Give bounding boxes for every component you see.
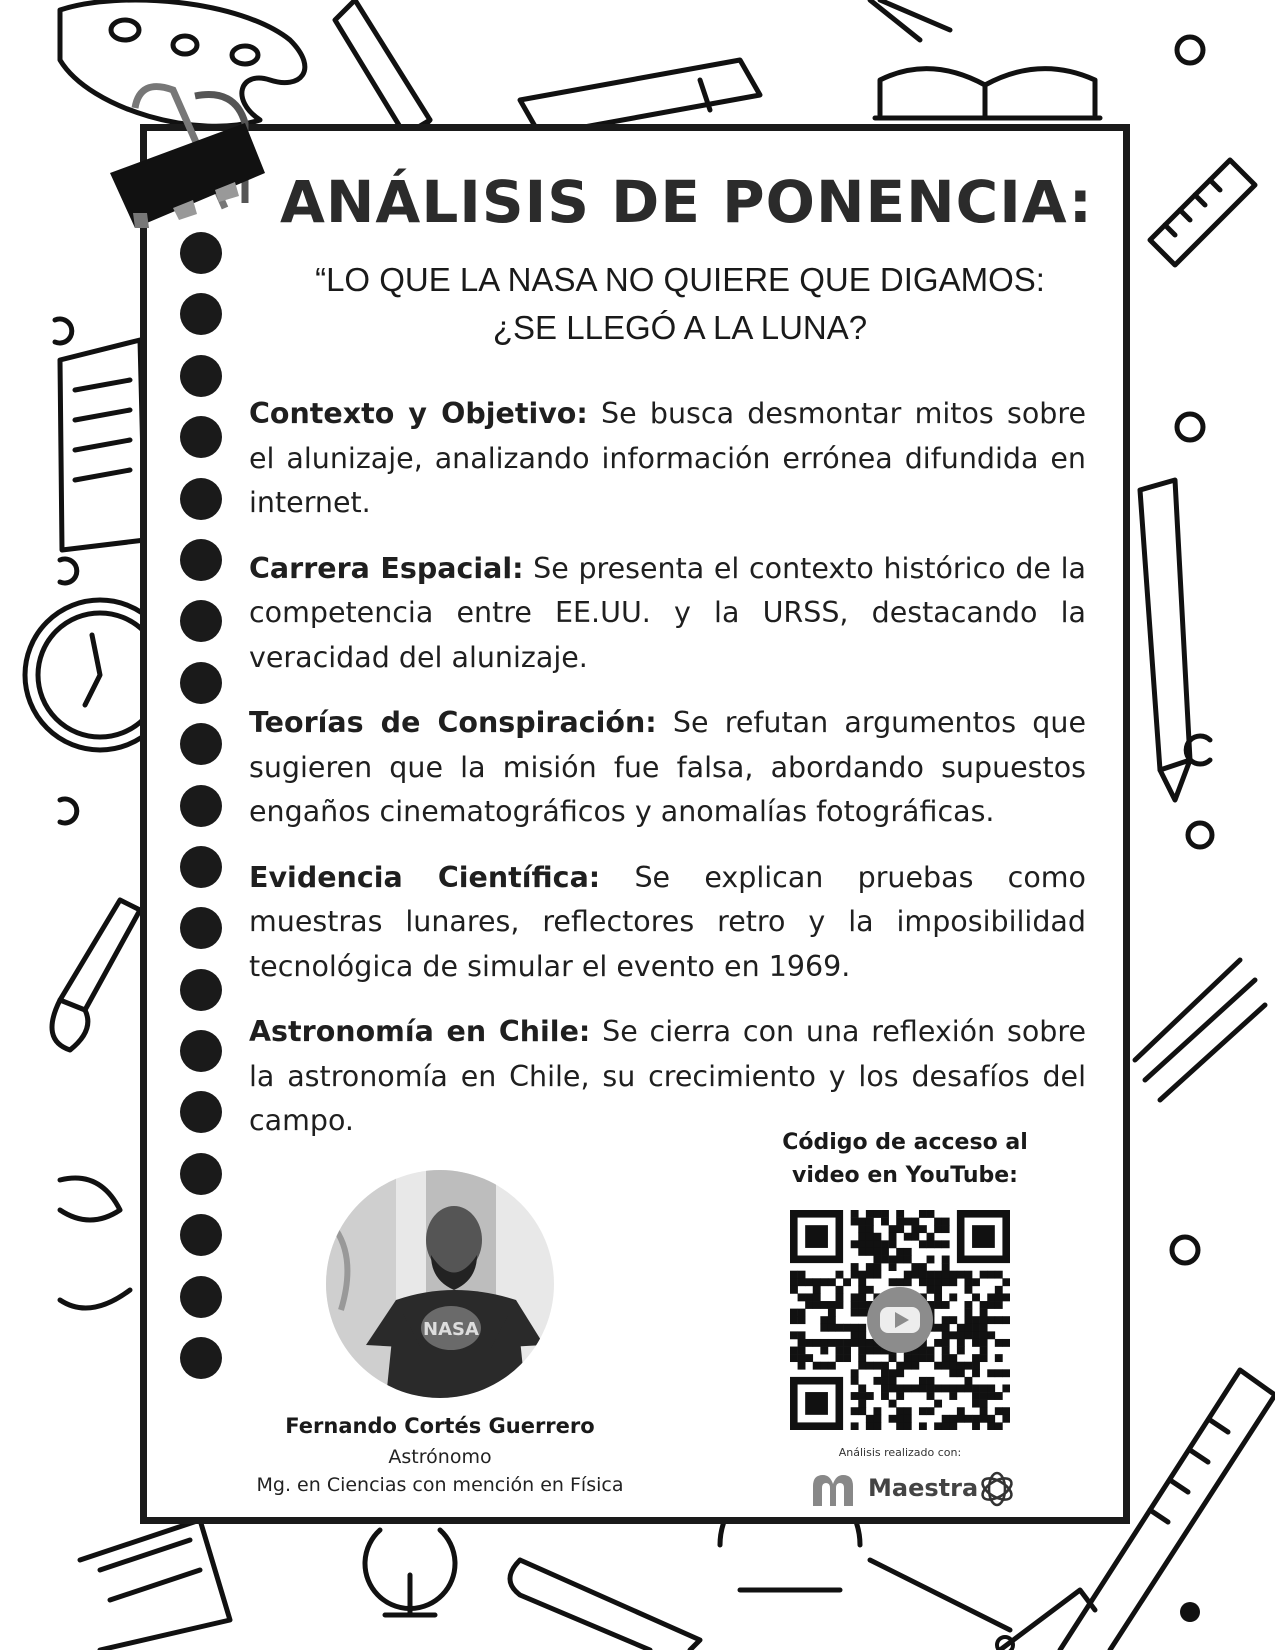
- notebook-hole-column: [180, 232, 230, 1398]
- section-heading: Carrera Espacial:: [249, 551, 524, 585]
- notebook-hole: [180, 1214, 222, 1256]
- maestra-logo-icon: [810, 1472, 856, 1508]
- section-text: Se explican pruebas como muestras lunares, reflectores retro y la imposibilidad tecnológica de simular el evento en 1969.: [249, 860, 1086, 983]
- section-text: Se refutan argumentos que sugieren que la misión fue falsa, abordando supuestos engaños cinematográficos y anomalías fotográficas.: [249, 706, 1086, 828]
- section-space-race: [249, 547, 1086, 681]
- notebook-hole: [180, 785, 222, 827]
- notebook-hole: [180, 478, 222, 520]
- notebook-hole: [180, 1276, 222, 1318]
- notebook-hole: [180, 600, 222, 642]
- section-evidence: [249, 856, 1086, 990]
- notebook-hole: [180, 662, 222, 704]
- subtitle-line-1: “LO QUE LA NASA NO QUIERE QUE DIGAMOS:: [315, 261, 1045, 298]
- notebook-hole: [180, 846, 222, 888]
- speaker-role: Astrónomo: [388, 1446, 492, 1468]
- notebook-hole: [180, 969, 222, 1011]
- youtube-play-icon: [867, 1287, 933, 1353]
- notebook-hole: [180, 1091, 222, 1133]
- notebook-hole: [180, 539, 222, 581]
- qr-caption-line-1: Código de acceso al: [782, 1130, 1028, 1155]
- section-heading: Evidencia Científica:: [249, 860, 601, 894]
- shirt-logo-text: NASA: [423, 1319, 479, 1340]
- notebook-hole: [180, 416, 222, 458]
- talk-subtitle: [260, 256, 1100, 352]
- youtube-qr-code[interactable]: [790, 1210, 1010, 1430]
- notebook-hole: [180, 907, 222, 949]
- section-context: [249, 392, 1086, 526]
- qr-finder-pattern: [957, 1210, 1010, 1263]
- section-conspiracy: [249, 701, 1086, 835]
- subtitle-line-2: ¿SE LLEGÓ A LA LUNA?: [492, 309, 868, 346]
- notebook-hole: [180, 1337, 222, 1379]
- brand-name: Maestra: [868, 1474, 979, 1502]
- page-title: ANÁLISIS DE PONENCIA:: [280, 168, 1093, 236]
- section-text: Se cierra con una reflexión sobre la astronomía en Chile, su crecimiento y los desafíos del campo.: [249, 1015, 1086, 1137]
- qr-finder-pattern: [790, 1210, 843, 1263]
- binder-clip-icon: [95, 68, 270, 243]
- notebook-hole: [180, 1030, 222, 1072]
- credit-label: Análisis realizado con:: [838, 1446, 962, 1459]
- qr-finder-pattern: [790, 1377, 843, 1430]
- section-chile: [249, 1010, 1086, 1144]
- analysis-sections: [249, 392, 1086, 1165]
- speaker-degree: Mg. en Ciencias con mención en Física: [256, 1474, 624, 1496]
- openai-knot-icon: [976, 1468, 1018, 1510]
- section-text: Se busca desmontar mitos sobre el alunizaje, analizando información errónea difundida en internet.: [249, 397, 1087, 519]
- section-heading: Contexto y Objetivo:: [249, 397, 588, 430]
- section-heading: Astronomía en Chile:: [249, 1015, 591, 1048]
- notebook-hole: [180, 232, 222, 274]
- speaker-name: Fernando Cortés Guerrero: [285, 1414, 595, 1438]
- section-heading: Teorías de Conspiración:: [249, 706, 657, 739]
- notebook-hole: [180, 1153, 222, 1195]
- qr-caption-line-2: video en YouTube:: [792, 1163, 1018, 1188]
- notebook-hole: [180, 723, 222, 765]
- speaker-info: [240, 1414, 640, 1496]
- qr-caption: [765, 1126, 1045, 1192]
- notebook-hole: [180, 293, 222, 335]
- maestra-brand: [810, 1466, 1020, 1514]
- section-text: Se presenta el contexto histórico de la competencia entre EE.UU. y la URSS, destacando la veracidad del alunizaje.: [249, 551, 1086, 674]
- speaker-photo: [326, 1170, 554, 1398]
- notebook-hole: [180, 355, 222, 397]
